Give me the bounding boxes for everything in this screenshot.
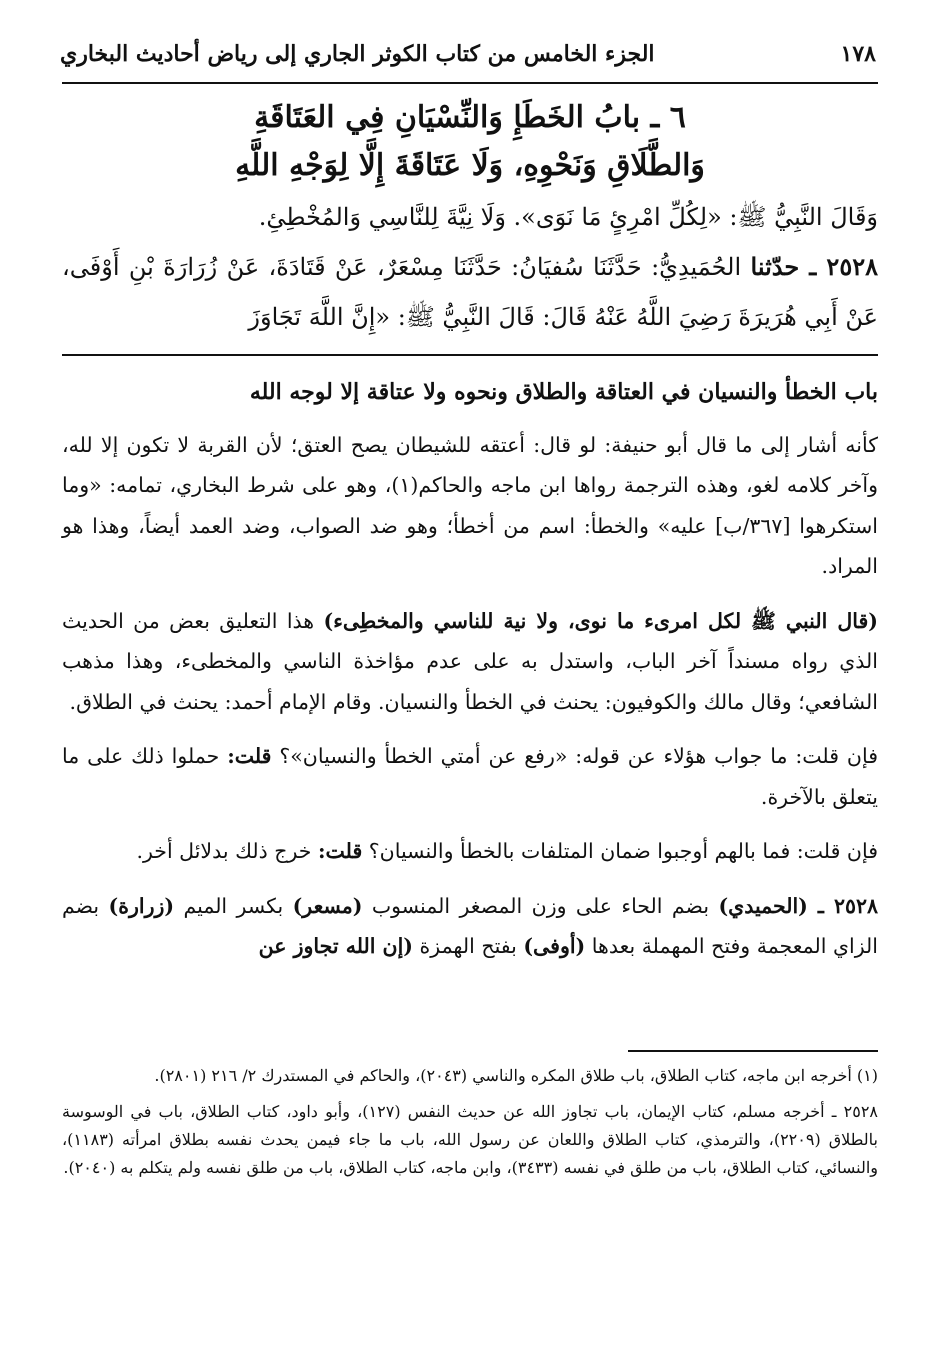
chapter-title-line-1: ٦ ـ بابُ الخَطَإِ وَالنِّسْيَانِ فِي العَتَاقَةِ bbox=[254, 100, 686, 135]
commentary-paragraph-4 bbox=[62, 831, 878, 872]
term-awfa: (أوفى) bbox=[523, 934, 586, 958]
quoted-tradition: (قال النبي ﷺ لكل امرىء ما نوى، ولا نية للناسي والمخطِىء) bbox=[323, 608, 878, 633]
page-header bbox=[60, 28, 876, 80]
paragraph-5-text-1: بضم الحاء على وزن المصغر المنسوب bbox=[362, 893, 719, 918]
commentary-paragraph-1: كأنه أشار إلى ما قال أبو حنيفة: لو قال: أعتقه للشيطان يصح العتق؛ لأن القربة لا تكون إلا لله، وآخر كلامه لغو، وهذه الترجمة رواها ابن ماجه والحاكم(١)، وهو على شرط البخاري، تمامه: «وما استكرهوا [٣٦٧/ب] عليه» والخطأ: اسم من أخطأ؛ وهو ضد الصواب، وضد العمد أيضاً، وهذا هو المراد. bbox=[62, 432, 878, 578]
chapter-heading bbox=[62, 94, 878, 190]
commentary-section-title: باب الخطأ والنسيان في العتاقة والطلاق ونحوه ولا عتاقة إلا لوجه الله bbox=[249, 379, 878, 405]
chapter-title-line-2: وَالطَّلَاقِ وَنَحْوِهِ، وَلَا عَتَاقَةَ إِلَّا لِوَجْهِ اللَّهِ bbox=[235, 148, 705, 183]
page-number: ١٧٨ bbox=[840, 41, 876, 67]
paragraph-5-number: ٢٥٢٨ ـ bbox=[807, 893, 878, 918]
footnotes bbox=[62, 1062, 878, 1190]
paragraph-5-text-3: بضم الزاي المعجمة وفتح المهملة بعدها bbox=[62, 893, 878, 958]
commentary-section bbox=[62, 372, 878, 981]
hadith-chain: الحُمَيدِيُّ: حَدَّثَنَا سُفيَانُ: حَدَّثَنَا مِسْعَرٌ، عَنْ قَتَادَةَ، عَنْ زُرَارَةَ بْنِ أَوْفَى، عَنْ أَبِي هُرَيرَةَ رَضِيَ اللَّهُ عَنْهُ قَالَ: قَالَ النَّبِيُّ ﷺ: «إِنَّ اللَّهَ تَجَاوَزَ bbox=[62, 253, 878, 331]
paragraph-3-question: فإن قلت: ما جواب هؤلاء عن قوله: «رفع عن أمتي الخطأ والنسيان»؟ bbox=[271, 744, 878, 768]
paragraph-3-answer: حملوا ذلك على ما يتعلق بالآخرة. bbox=[62, 744, 878, 809]
hadith-paragraph bbox=[62, 242, 878, 342]
paragraph-4-answer: خرج ذلك بدلائل أخر. bbox=[136, 839, 318, 863]
prophetic-tradition: وَقَالَ النَّبِيُّ ﷺ: «لِكُلِّ امْرِئٍ مَا نَوَى». وَلَا نِيَّةَ لِلنَّاسِي وَالمُخْطِئِ. bbox=[258, 203, 878, 231]
footnote-1: (١) أخرجه ابن ماجه، كتاب الطلاق، باب طلاق المكره والناسي (٢٠٤٣)، والحاكم في المستدرك ٢/ ٢١٦ (٢٨٠١). bbox=[154, 1066, 878, 1085]
running-title: الجزء الخامس من كتاب الكوثر الجاري إلى رياض أحاديث البخاري bbox=[60, 41, 655, 67]
commentary-paragraph-3 bbox=[62, 736, 878, 817]
commentary-paragraph-2 bbox=[62, 601, 878, 723]
header-divider bbox=[62, 82, 878, 84]
hadith-text-block bbox=[62, 192, 878, 342]
paragraph-4-question: فإن قلت: فما بالهم أوجبوا ضمان المتلفات بالخطأ والنسيان؟ bbox=[362, 839, 878, 863]
paragraph-4-answer-marker: قلت: bbox=[317, 839, 363, 863]
paragraph-2-text: هذا التعليق بعض من الحديث الذي رواه مسنداً آخر الباب، واستدل به على عدم مؤاخذة الناسي والمخطىء، وهذا مذهب الشافعي؛ وقال مالك والكوفيون: يحنث في الخطأ والنسيان. وقام الإمام أحمد: يحنث في الطلاق. bbox=[62, 608, 878, 714]
paragraph-5-text-2: بكسر الميم bbox=[174, 893, 293, 918]
term-zurara: (زرارة) bbox=[108, 893, 175, 918]
paragraph-3-answer-marker: قلت: bbox=[227, 744, 272, 768]
footnote-divider bbox=[628, 1050, 878, 1052]
term-humaidi: (الحميدي) bbox=[718, 893, 808, 918]
footnote-2528: ٢٥٢٨ ـ أخرجه مسلم، كتاب الإيمان، باب تجاوز الله عن حديث النفس (١٢٧)، وأبو داود، كتاب الطلاق، باب في الوسوسة بالطلاق (٢٢٠٩)، والترمذي، كتاب الطلاق واللعان عن رسول الله، باب ما جاء فيمن يحدث نفسه بطلاق امرأته (١١٨٣)، والنسائي، كتاب الطلاق، باب من طلق في نفسه (٣٤٣٣)، وابن ماجه، كتاب الطلاق، باب من طلق نفسه ولم يتكلم به (٢٠٤٠). bbox=[62, 1102, 878, 1177]
hadith-number: ٢٥٢٨ ـ حدّثنا bbox=[750, 252, 878, 281]
text-commentary-divider bbox=[62, 354, 878, 356]
paragraph-5-text-4: بفتح الهمزة bbox=[413, 934, 524, 958]
commentary-paragraph-5 bbox=[62, 886, 878, 967]
term-inna-allah: (إن الله تجاوز عن bbox=[258, 934, 414, 958]
term-misar: (مسعر) bbox=[292, 893, 363, 918]
